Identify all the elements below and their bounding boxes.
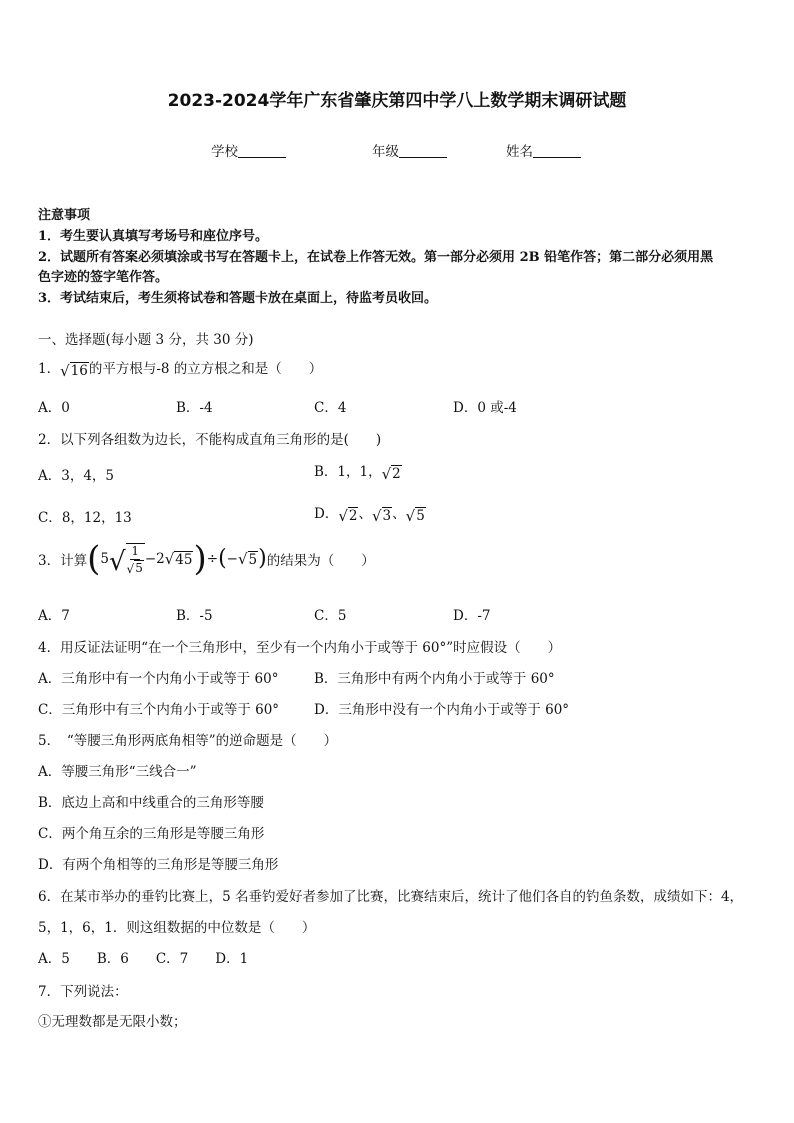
q1-number: 1． (38, 361, 61, 377)
grade-blank[interactable] (399, 143, 447, 158)
q7-statement-1: ①无理数都是无限小数； (38, 1014, 187, 1030)
sqrt-45: √ 45 (164, 550, 193, 569)
sqrt-2: √ 2 (381, 465, 401, 483)
question-6-cont: 5，1，6，1．则这组数据的中位数是（ ） (38, 920, 316, 936)
q3-number: 3．计算 (38, 553, 88, 569)
q5-option-d[interactable]: D．有两个角相等的三角形是等腰三角形 (38, 857, 279, 873)
school-label: 学校 (211, 144, 238, 160)
q4-option-d[interactable]: D．三角形中没有一个内角小于或等于 60° (314, 702, 570, 718)
q3-text: 的结果为（ ） (266, 553, 375, 569)
notice-item-3: 3．考试结束后，考生须将试卷和答题卡放在桌面上，待监考员收回。 (38, 291, 438, 306)
q4-option-a[interactable]: A．三角形中有一个内角小于或等于 60° (38, 671, 279, 687)
question-7: 7．下列说法： (38, 984, 128, 1000)
q4-option-b[interactable]: B．三角形中有两个内角小于或等于 60° (314, 671, 555, 687)
q2-option-c[interactable]: C．8，12，13 (38, 510, 132, 526)
q2-option-b[interactable]: B．1，1， √ 2 (314, 464, 401, 483)
grade-field[interactable] (372, 140, 447, 160)
q3-option-c[interactable]: C．5 (314, 608, 347, 624)
question-2: 2．以下列各组数为边长，不能构成直角三角形的是( ) (38, 432, 382, 448)
q1-option-d[interactable]: D．0 或-4 (453, 400, 517, 416)
name-label: 姓名 (506, 144, 533, 160)
q1-text: 的平方根与-8 的立方根之和是（ ） (88, 361, 323, 377)
q5-option-b[interactable]: B．底边上高和中线重合的三角形等腰 (38, 795, 264, 811)
notice-item-2: 2．试题所有答案必须填涂或书写在答题卡上，在试卷上作答无效。第一部分必须用 2B 铅笔作答；第二部分必须用黑 (38, 250, 714, 265)
q4-option-c[interactable]: C．三角形中有三个内角小于或等于 60° (38, 702, 280, 718)
q3-option-b[interactable]: B．-5 (176, 608, 213, 624)
name-field[interactable] (506, 140, 581, 160)
q1-option-b[interactable]: B．-4 (176, 400, 213, 416)
notice-heading: 注意事项 (38, 208, 91, 223)
q3-option-a[interactable]: A．7 (38, 608, 70, 624)
q1-option-c[interactable]: C．4 (314, 400, 347, 416)
q1-option-a[interactable]: A．0 (38, 400, 70, 416)
sqrt-2: √ 2 (338, 507, 358, 525)
school-field[interactable] (211, 140, 286, 160)
grade-label: 年级 (372, 144, 399, 160)
question-5: 5． “等腰三角形两底角相等”的逆命题是（ ） (38, 733, 338, 749)
question-1 (38, 357, 322, 379)
notice-item-2-cont: 色字迹的签字笔作答。 (38, 270, 169, 285)
sqrt-3: √ 3 (371, 507, 392, 525)
notice-item-1: 1．考生要认真填写考场号和座位序号。 (38, 229, 269, 244)
q3-option-d[interactable]: D．-7 (453, 608, 491, 624)
sqrt-fraction: √ 1 √ 5 (108, 544, 143, 577)
exam-title: 2023-2024学年广东省肇庆第四中学八上数学期末调研试题 (167, 91, 627, 111)
section-heading: 一、选择题(每小题 3 分，共 30 分) (38, 332, 254, 348)
q2-option-a[interactable]: A．3，4，5 (38, 468, 115, 484)
q6-options[interactable]: A．5 B．6 C．7 D．1 (38, 951, 249, 967)
q2-option-d[interactable]: D． √ 2 、 √ 3 、 √ 5 (314, 506, 425, 525)
school-blank[interactable] (238, 143, 286, 158)
question-4: 4．用反证法证明“在一个三角形中，至少有一个内角小于或等于 60°”时应假设（ ） (38, 640, 562, 656)
name-blank[interactable] (533, 143, 581, 158)
sqrt-5: √ 5 (405, 507, 425, 525)
sqrt-16: √ 16 (60, 362, 88, 380)
q5-option-a[interactable]: A．等腰三角形“三线合一” (38, 764, 197, 780)
q5-option-c[interactable]: C．两个角互余的三角形是等腰三角形 (38, 826, 265, 842)
question-6: 6．在某市举办的垂钓比赛上，5 名垂钓爱好者参加了比赛，比赛结束后，统计了他们各自的钓鱼条数，成绩如下：4， (38, 889, 744, 905)
sqrt-5: √ 5 (237, 550, 258, 569)
question-3: 3．计算(5 √ 1 √ 5 −2 √ 45 )÷(− √ 5 )的结果为（ ） (38, 539, 375, 579)
